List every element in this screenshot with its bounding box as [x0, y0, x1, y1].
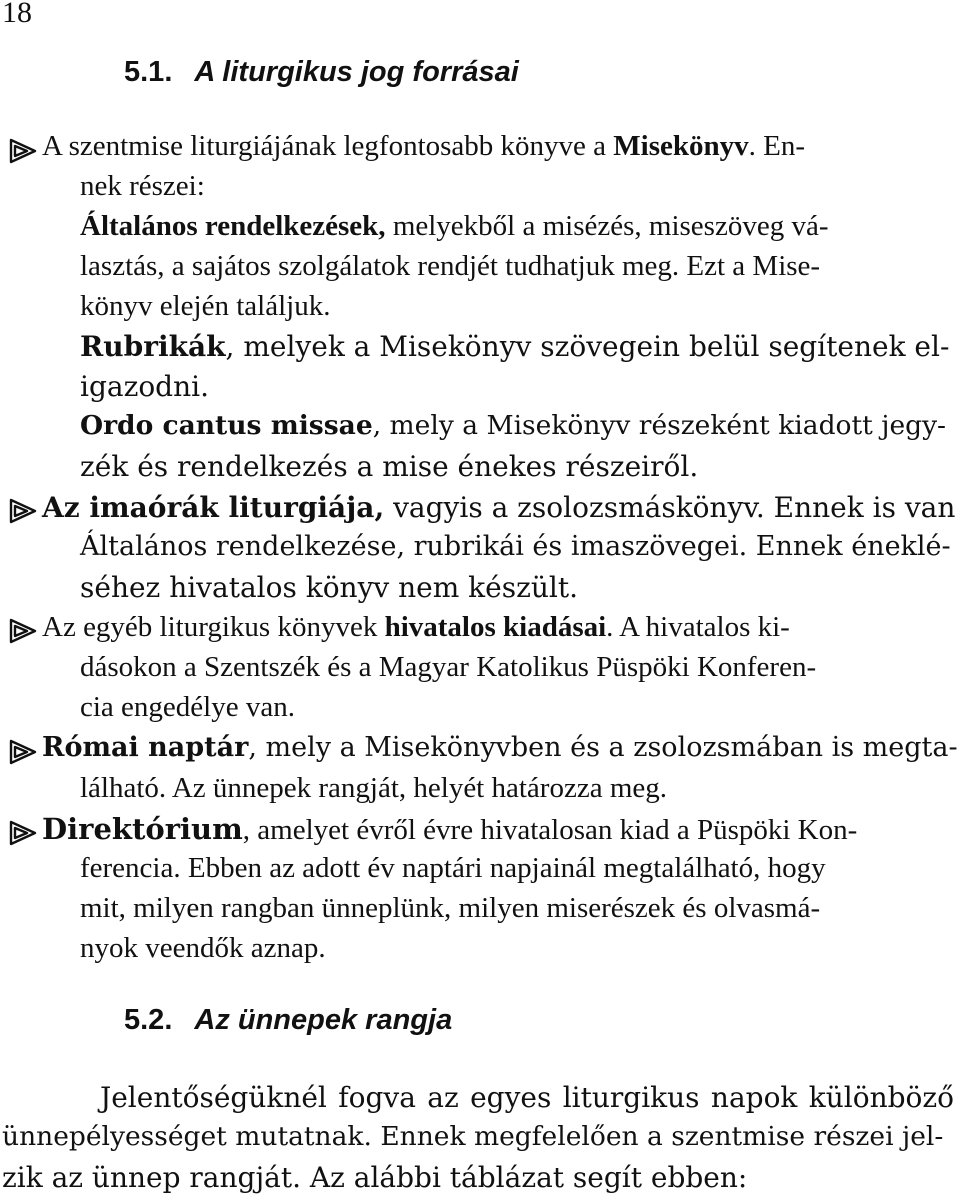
bullet-5-line-4: nyok veendők aznap.	[80, 932, 326, 964]
section-number: 5.1.	[124, 56, 173, 88]
bullet-5-line-3: mit, milyen rangban ünneplünk, milyen miserészek és olvasmá-	[80, 892, 821, 924]
bullet-arrow-icon	[8, 616, 38, 646]
bullet-1-line-1: A szentmise liturgiájának legfontosabb könyve a Misekönyv. En-	[42, 130, 805, 162]
bullet-1-line-6: Rubrikák, melyek a Misekönyv szövegein belül segítenek el-	[80, 330, 950, 363]
bullet-4-line-2: lálható. Az ünnepek rangját, helyét határozza meg.	[80, 772, 667, 804]
paragraph-line-1: Jelentőségüknél fogva az egyes liturgikus napok különböző	[100, 1081, 954, 1114]
bullet-3-line-3: cia engedélye van.	[80, 691, 295, 723]
paragraph-line-3: zik az ünnep rangját. Az alábbi táblázat segít ebben:	[2, 1161, 748, 1194]
bullet-1-line-7: igazodni.	[80, 370, 209, 403]
bullet-arrow-icon	[8, 818, 38, 848]
bullet-1-line-3: Általános rendelkezések, melyekből a misézés, miseszöveg vá-	[80, 210, 829, 242]
bullet-2-line-2: Általános rendelkezése, rubrikái és imaszövegei. Ennek éneklé-	[80, 531, 951, 562]
bullet-arrow-icon	[8, 136, 38, 166]
bullet-arrow-icon	[8, 737, 38, 767]
bullet-2-line-3: séhez hivatalos könyv nem készült.	[80, 571, 578, 604]
bullet-1-line-5: könyv elején találjuk.	[80, 290, 331, 322]
bullet-2-line-1: Az imaórák liturgiája, vagyis a zsolozsmáskönyv. Ennek is van	[42, 491, 956, 524]
bullet-5-line-2: ferencia. Ebben az adott év naptári napjainál megtalálható, hogy	[80, 852, 826, 884]
bullet-1-line-2: nek részei:	[80, 170, 205, 202]
section-title: Az ünnepek rangja	[194, 1004, 453, 1036]
bullet-3-line-2: dásokon a Szentszék és a Magyar Katolikus Püspöki Konferen-	[80, 651, 817, 683]
bullet-4-line-1: Római naptár, mely a Misekönyvben és a zsolozsmában is megta-	[42, 732, 958, 763]
bullet-1-line-8: Ordo cantus missae, mely a Misekönyv részeként kiadott jegy-	[80, 410, 947, 441]
section-title: A liturgikus jog forrásai	[194, 56, 519, 88]
bullet-1-line-4: lasztás, a sajátos szolgálatok rendjét tudhatjuk meg. Ezt a Mise-	[80, 250, 821, 282]
section-heading-5-2	[124, 1004, 452, 1037]
bullet-5-line-1: Direktórium, amelyet évről évre hivatalosan kiad a Püspöki Kon-	[42, 812, 858, 846]
section-number: 5.2.	[124, 1004, 173, 1036]
page-number: 18	[2, 0, 32, 29]
bullet-1-line-9: zék és rendelkezés a mise énekes részeiről.	[80, 450, 699, 483]
paragraph-line-2: ünnepélyességet mutatnak. Ennek megfelelően a szentmise részei jel-	[2, 1121, 944, 1152]
bullet-arrow-icon	[8, 496, 38, 526]
bullet-3-line-1: Az egyéb liturgikus könyvek hivatalos kiadásai. A hivatalos ki-	[42, 611, 790, 643]
section-heading-5-1	[124, 56, 519, 89]
